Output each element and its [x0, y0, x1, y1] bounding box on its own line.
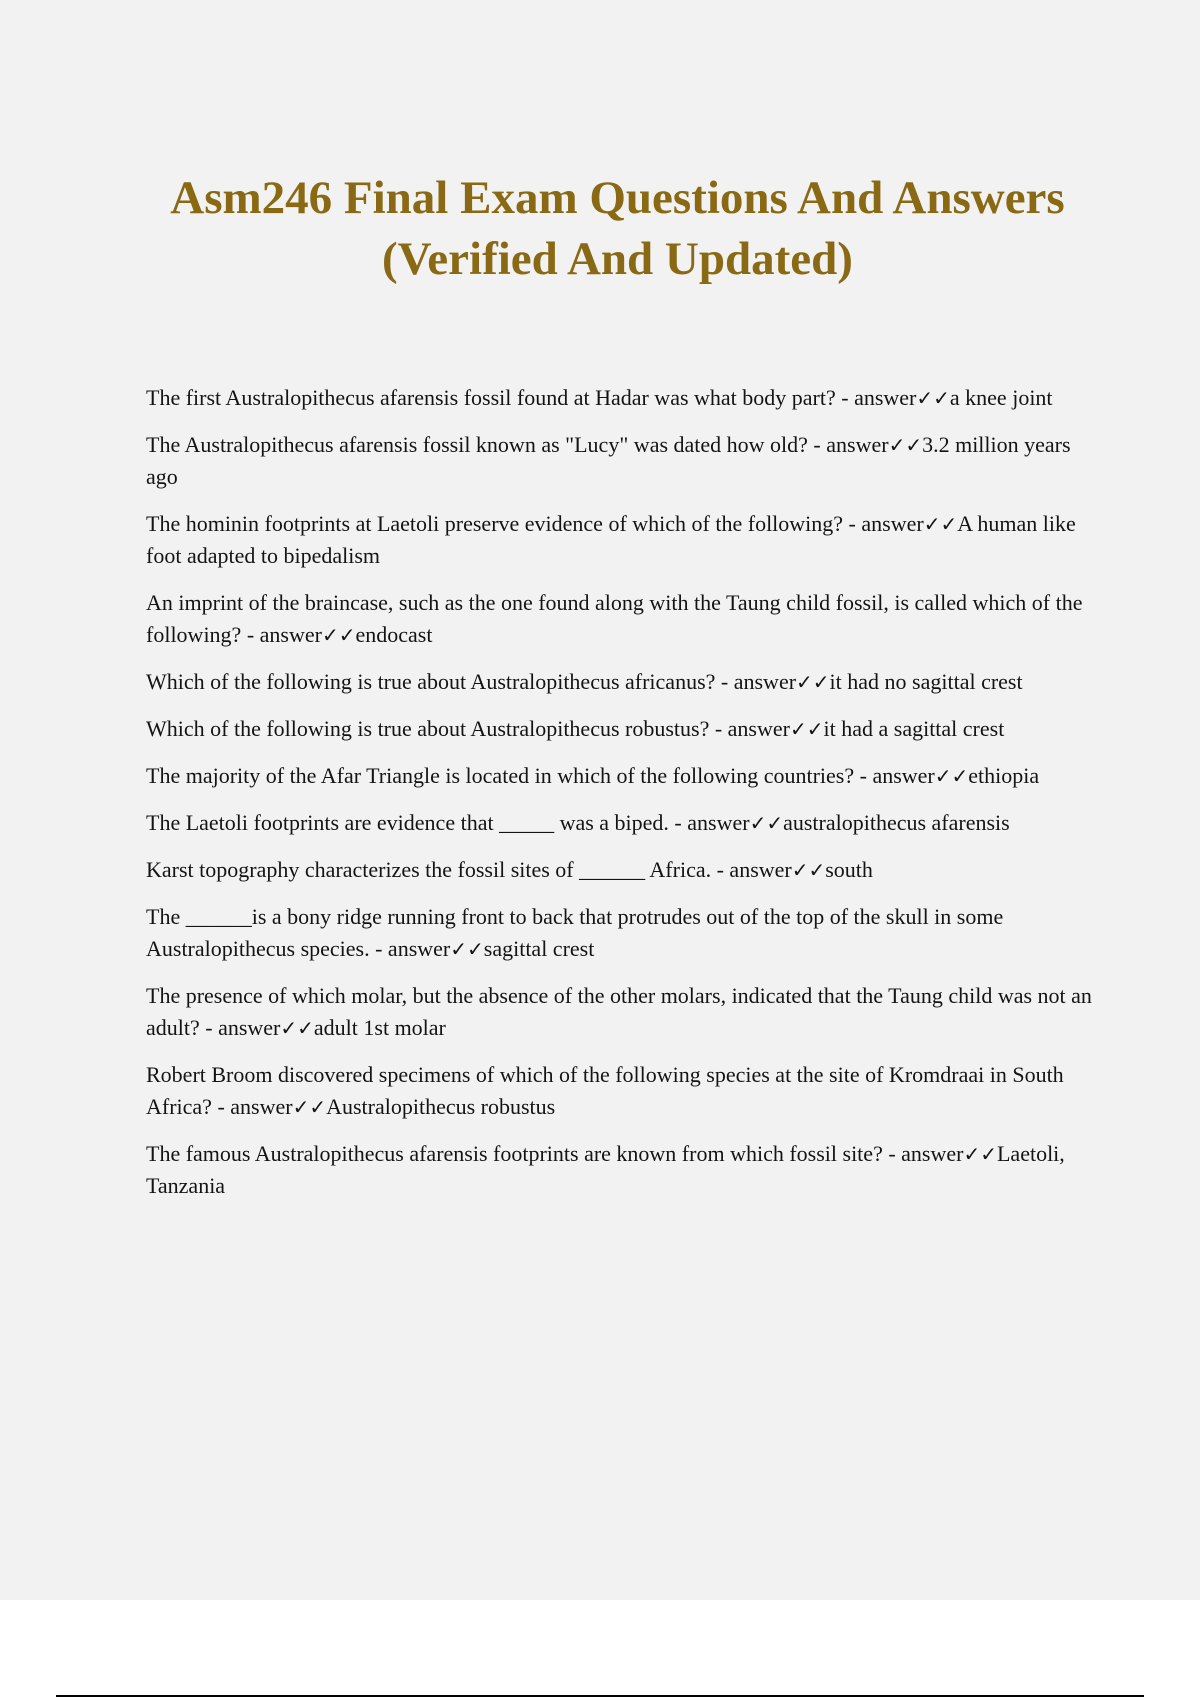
answer-text: A human like foot adapted to bipedalism	[146, 511, 1076, 568]
qa-item	[146, 854, 1092, 886]
answer-text: ethiopia	[968, 763, 1040, 788]
check-icon: ✓✓	[963, 1142, 997, 1166]
question-text: An imprint of the braincase, such as the one found along with the Taung child fossil, is called which of the following? - answer	[146, 590, 1083, 647]
qa-item	[146, 587, 1092, 651]
answer-text: endocast	[355, 622, 433, 647]
check-icon: ✓✓	[789, 717, 824, 741]
check-icon: ✓✓	[292, 1095, 327, 1119]
document-title: Asm246 Final Exam Questions And Answers (Verified And Updated)	[170, 172, 1065, 285]
check-icon: ✓✓	[321, 623, 356, 647]
question-text: The hominin footprints at Laetoli preserve evidence of which of the following? - answer	[146, 511, 924, 536]
qa-item	[146, 1138, 1092, 1202]
question-text: Robert Broom discovered specimens of which of the following species at the site of Kromdraai in South Africa? - answer	[146, 1062, 1064, 1119]
answer-text: it had no sagittal crest	[829, 669, 1023, 694]
qa-item	[146, 980, 1092, 1044]
answer-text: 3.2 million years ago	[146, 432, 1071, 489]
question-text: The presence of which molar, but the absence of the other molars, indicated that the Taung child was not an adult? - answer	[146, 983, 1092, 1040]
question-text: The Australopithecus afarensis fossil known as "Lucy" was dated how old? - answer	[146, 432, 889, 457]
answer-text: sagittal crest	[483, 936, 595, 961]
check-icon: ✓✓	[280, 1016, 314, 1040]
footer-divider	[56, 1695, 1144, 1697]
answer-text: it had a sagittal crest	[823, 716, 1005, 741]
check-icon: ✓✓	[791, 858, 826, 882]
answer-text: south	[825, 857, 873, 882]
qa-list	[146, 382, 1092, 1217]
question-text: The majority of the Afar Triangle is located in which of the following countries? - answer	[146, 763, 935, 788]
qa-item	[146, 713, 1092, 745]
check-icon: ✓✓	[934, 764, 969, 788]
qa-item	[146, 382, 1092, 414]
qa-item	[146, 666, 1092, 698]
question-text: The ______is a bony ridge running front to back that protrudes out of the top of the skull in some Australopithecus species. - answer	[146, 904, 1004, 961]
check-icon: ✓✓	[749, 811, 784, 835]
qa-item	[146, 807, 1092, 839]
question-text: Karst topography characterizes the fossil sites of ______ Africa. - answer	[146, 857, 792, 882]
qa-item	[146, 1059, 1092, 1123]
question-text: The Laetoli footprints are evidence that _____ was a biped. - answer	[146, 810, 750, 835]
check-icon: ✓✓	[916, 386, 950, 410]
answer-text: a knee joint	[949, 385, 1053, 410]
question-text: Which of the following is true about Australopithecus robustus? - answer	[146, 716, 790, 741]
question-text: The famous Australopithecus afarensis footprints are known from which fossil site? - answer	[146, 1141, 964, 1166]
answer-text: australopithecus afarensis	[783, 810, 1010, 835]
check-icon: ✓✓	[450, 937, 484, 961]
answer-text: adult 1st molar	[313, 1015, 446, 1040]
qa-item	[146, 760, 1092, 792]
answer-text: Australopithecus robustus	[326, 1094, 556, 1119]
check-icon: ✓✓	[923, 512, 958, 536]
question-text: Which of the following is true about Australopithecus africanus? - answer	[146, 669, 797, 694]
check-icon: ✓✓	[888, 433, 923, 457]
question-text: The first Australopithecus afarensis fossil found at Hadar was what body part? - answer	[146, 385, 917, 410]
qa-item	[146, 901, 1092, 965]
check-icon: ✓✓	[796, 670, 830, 694]
qa-item	[146, 508, 1092, 572]
answer-text: Laetoli, Tanzania	[146, 1141, 1065, 1198]
qa-item	[146, 429, 1092, 493]
